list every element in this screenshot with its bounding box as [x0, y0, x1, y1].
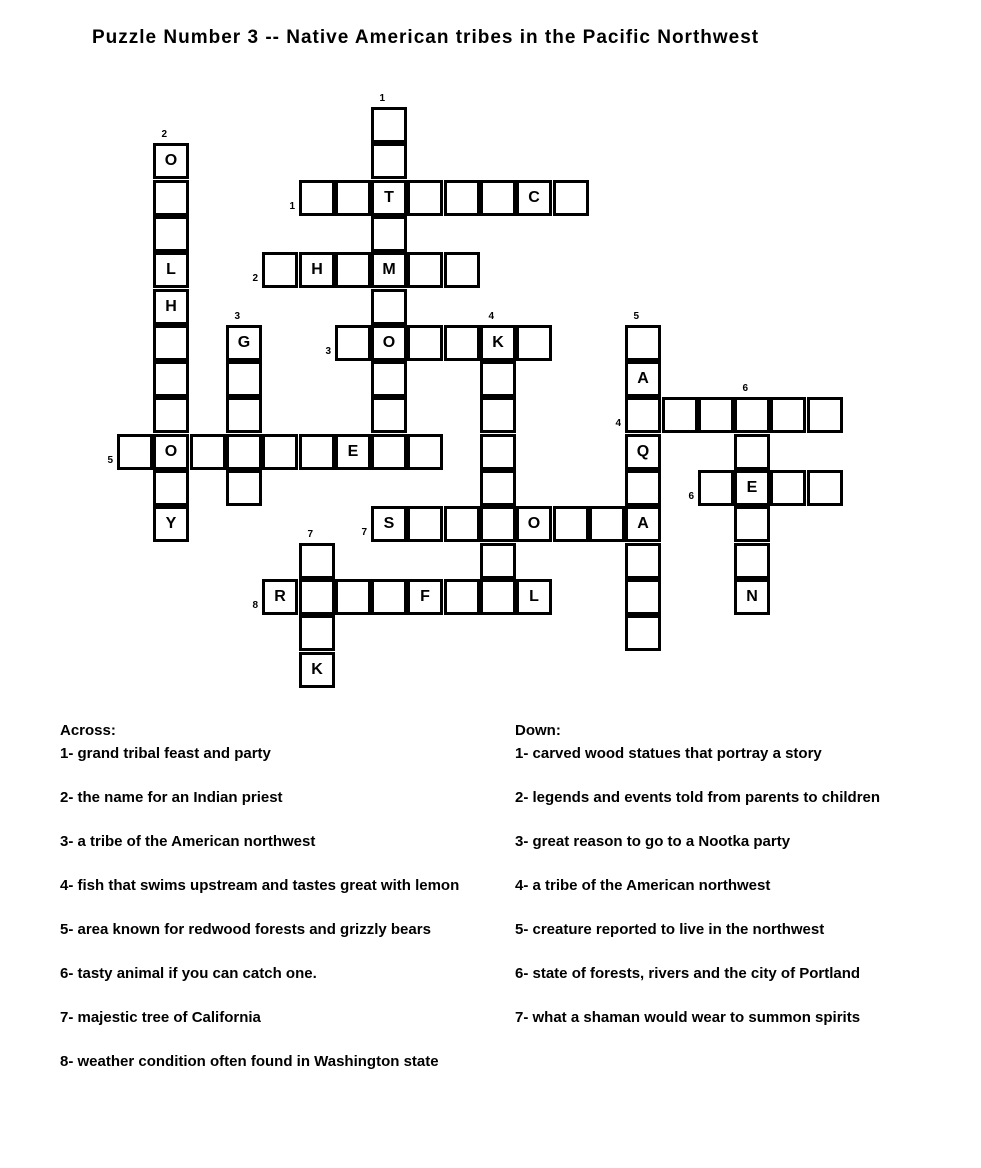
grid-cell-r6-c6[interactable] — [335, 325, 371, 361]
cell-letter: A — [637, 515, 649, 532]
across-number-8: 8 — [252, 600, 258, 611]
grid-cell-r2-c11[interactable] — [516, 180, 552, 216]
down-number-5: 5 — [633, 311, 639, 322]
down-number-3: 3 — [234, 311, 240, 322]
across-clue-2: 2- the name for an Indian priest — [60, 789, 283, 806]
across-clue-8: 8- weather condition often found in Washington state — [60, 1053, 439, 1070]
down-clue-4: 4- a tribe of the American northwest — [515, 877, 771, 894]
grid-cell-r11-c8[interactable] — [407, 506, 443, 542]
grid-cell-r6-c9[interactable] — [444, 325, 480, 361]
grid-cell-r6-c11[interactable] — [516, 325, 552, 361]
grid-cell-r15-c5[interactable] — [299, 652, 335, 688]
grid-cell-r9-c6[interactable] — [335, 434, 371, 470]
down-clue-6: 6- state of forests, rivers and the city of Portland — [515, 965, 861, 982]
cell-letter: K — [492, 334, 504, 351]
grid-cell-r2-c5[interactable] — [299, 180, 335, 216]
cell-letter: O — [164, 152, 178, 169]
cell-letter: K — [311, 661, 323, 678]
across-number-4: 4 — [615, 418, 621, 429]
down-clue-1: 1- carved wood statues that portray a story — [515, 745, 822, 762]
across-clue-4: 4- fish that swims upstream and tastes great with lemon — [60, 877, 460, 894]
grid-cell-r8-c7[interactable] — [371, 397, 407, 433]
cell-letter: T — [384, 189, 394, 206]
across-number-3: 3 — [325, 346, 331, 357]
down-clue-2: 2- legends and events told from parents to children — [515, 789, 881, 806]
grid-cell-r13-c17[interactable] — [734, 579, 770, 615]
across-clue-6: 6- tasty animal if you can catch one. — [60, 965, 317, 982]
cell-letter: Y — [165, 515, 177, 532]
grid-cell-r7-c3[interactable] — [226, 361, 262, 397]
grid-cell-r13-c14[interactable] — [625, 579, 661, 615]
across-clue-5: 5- area known for redwood forests and grizzly bears — [60, 921, 431, 938]
grid-cell-r4-c7[interactable] — [371, 252, 407, 288]
grid-cell-r8-c19[interactable] — [807, 397, 843, 433]
cell-letter: L — [529, 588, 539, 605]
grid-cell-r7-c10[interactable] — [480, 361, 516, 397]
cell-letter: A — [637, 370, 649, 387]
grid-cell-r11-c13[interactable] — [589, 506, 625, 542]
puzzle-title: Puzzle Number 3 -- Native American tribes in the Pacific Northwest — [92, 27, 760, 48]
grid-cell-r11-c12[interactable] — [553, 506, 589, 542]
cell-letter: H — [165, 298, 177, 315]
grid-cell-r6-c14[interactable] — [625, 325, 661, 361]
down-clue-7: 7- what a shaman would wear to summon spirits — [515, 1009, 861, 1026]
grid-cell-r2-c1[interactable] — [153, 180, 189, 216]
down-clue-3: 3- great reason to go to a Nootka party — [515, 833, 791, 850]
grid-cell-r6-c7[interactable] — [371, 325, 407, 361]
grid-cell-r9-c8[interactable] — [407, 434, 443, 470]
grid-cell-r4-c9[interactable] — [444, 252, 480, 288]
cell-letter: E — [746, 479, 758, 496]
across-clue-1: 1- grand tribal feast and party — [60, 745, 271, 762]
cell-letter: R — [274, 588, 286, 605]
grid-cell-r11-c1[interactable] — [153, 506, 189, 542]
across-number-6: 6 — [688, 491, 694, 502]
cell-letter: O — [527, 515, 541, 532]
grid-cell-r6-c3[interactable] — [226, 325, 262, 361]
grid-cell-r2-c9[interactable] — [444, 180, 480, 216]
grid-cell-r13-c8[interactable] — [407, 579, 443, 615]
grid-cell-r9-c3[interactable] — [226, 434, 262, 470]
grid-cell-r14-c14[interactable] — [625, 615, 661, 651]
across-number-2: 2 — [252, 273, 258, 284]
grid-cell-r13-c9[interactable] — [444, 579, 480, 615]
grid-cell-r11-c10[interactable] — [480, 506, 516, 542]
grid-cell-r11-c17[interactable] — [734, 506, 770, 542]
grid-cell-r9-c5[interactable] — [299, 434, 335, 470]
down-clue-5: 5- creature reported to live in the northwest — [515, 921, 825, 938]
grid-cell-r9-c0[interactable] — [117, 434, 153, 470]
grid-cell-r13-c10[interactable] — [480, 579, 516, 615]
cell-letter: O — [164, 443, 178, 460]
grid-cell-r8-c15[interactable] — [662, 397, 698, 433]
grid-cell-r7-c1[interactable] — [153, 361, 189, 397]
grid-cell-r2-c10[interactable] — [480, 180, 516, 216]
grid-cell-r12-c5[interactable] — [299, 543, 335, 579]
grid-cell-r4-c4[interactable] — [262, 252, 298, 288]
grid-cell-r5-c1[interactable] — [153, 289, 189, 325]
across-number-5: 5 — [107, 455, 113, 466]
grid-cell-r11-c11[interactable] — [516, 506, 552, 542]
down-number-7: 7 — [307, 529, 313, 540]
grid-cell-r4-c1[interactable] — [153, 252, 189, 288]
cell-letter: G — [237, 334, 251, 351]
grid-cell-r10-c3[interactable] — [226, 470, 262, 506]
down-clues — [515, 722, 935, 1053]
grid-cell-r9-c14[interactable] — [625, 434, 661, 470]
across-clues — [60, 722, 500, 1097]
grid-cell-r12-c17[interactable] — [734, 543, 770, 579]
grid-cell-r3-c7[interactable] — [371, 216, 407, 252]
across-clue-7: 7- majestic tree of California — [60, 1009, 261, 1026]
cell-letter: L — [166, 261, 176, 278]
cell-letter: C — [528, 189, 540, 206]
grid-cell-r13-c6[interactable] — [335, 579, 371, 615]
grid-cell-r10-c16[interactable] — [698, 470, 734, 506]
grid-cell-r1-c7[interactable] — [371, 143, 407, 179]
across-clue-3: 3- a tribe of the American northwest — [60, 833, 316, 850]
across-number-7: 7 — [361, 527, 367, 538]
grid-cell-r10-c19[interactable] — [807, 470, 843, 506]
grid-cell-r10-c10[interactable] — [480, 470, 516, 506]
grid-cell-r10-c14[interactable] — [625, 470, 661, 506]
down-number-1: 1 — [379, 93, 385, 104]
grid-cell-r10-c18[interactable] — [770, 470, 806, 506]
grid-cell-r8-c18[interactable] — [770, 397, 806, 433]
grid-cell-r8-c17[interactable] — [734, 397, 770, 433]
grid-cell-r7-c14[interactable] — [625, 361, 661, 397]
grid-cell-r9-c7[interactable] — [371, 434, 407, 470]
grid-cell-r1-c1[interactable] — [153, 143, 189, 179]
grid-cell-r12-c14[interactable] — [625, 543, 661, 579]
grid-cell-r11-c14[interactable] — [625, 506, 661, 542]
grid-cell-r13-c4[interactable] — [262, 579, 298, 615]
cell-letter: M — [382, 261, 396, 278]
cell-letter: S — [383, 515, 395, 532]
grid-cell-r6-c1[interactable] — [153, 325, 189, 361]
grid-cell-r0-c7[interactable] — [371, 107, 407, 143]
grid-cell-r8-c3[interactable] — [226, 397, 262, 433]
grid-cell-r5-c7[interactable] — [371, 289, 407, 325]
across-number-1: 1 — [289, 201, 295, 212]
grid-cell-r8-c1[interactable] — [153, 397, 189, 433]
grid-cell-r6-c10[interactable] — [480, 325, 516, 361]
down-number-2: 2 — [161, 129, 167, 140]
cell-letter: F — [420, 588, 430, 605]
grid-cell-r14-c5[interactable] — [299, 615, 335, 651]
grid-cell-r8-c14[interactable] — [625, 397, 661, 433]
cell-letter: O — [382, 334, 396, 351]
grid-cell-r10-c1[interactable] — [153, 470, 189, 506]
grid-cell-r9-c1[interactable] — [153, 434, 189, 470]
cell-letter: Q — [636, 443, 650, 460]
grid-cell-r12-c10[interactable] — [480, 543, 516, 579]
grid-cell-r7-c7[interactable] — [371, 361, 407, 397]
across-heading: Across: — [60, 722, 116, 739]
grid-cell-r13-c7[interactable] — [371, 579, 407, 615]
grid-cell-r10-c17[interactable] — [734, 470, 770, 506]
cell-letter: N — [746, 588, 758, 605]
grid-cell-r9-c10[interactable] — [480, 434, 516, 470]
grid-cell-r9-c4[interactable] — [262, 434, 298, 470]
grid-cell-r11-c9[interactable] — [444, 506, 480, 542]
grid-cell-r4-c8[interactable] — [407, 252, 443, 288]
cell-letter: E — [347, 443, 359, 460]
grid-cell-r2-c8[interactable] — [407, 180, 443, 216]
grid-cell-r13-c5[interactable] — [299, 579, 335, 615]
grid-cell-r11-c7[interactable] — [371, 506, 407, 542]
grid-cell-r2-c12[interactable] — [553, 180, 589, 216]
cell-letter: H — [311, 261, 323, 278]
grid-cell-r8-c16[interactable] — [698, 397, 734, 433]
grid-cell-r3-c1[interactable] — [153, 216, 189, 252]
grid-cell-r9-c17[interactable] — [734, 434, 770, 470]
down-number-4: 4 — [488, 311, 494, 322]
grid-cell-r9-c2[interactable] — [190, 434, 226, 470]
grid-cell-r4-c5[interactable] — [299, 252, 335, 288]
grid-cell-r2-c7[interactable] — [371, 180, 407, 216]
grid-cell-r13-c11[interactable] — [516, 579, 552, 615]
grid-cell-r2-c6[interactable] — [335, 180, 371, 216]
grid-cell-r4-c6[interactable] — [335, 252, 371, 288]
grid-cell-r8-c10[interactable] — [480, 397, 516, 433]
grid-cell-r6-c8[interactable] — [407, 325, 443, 361]
down-heading: Down: — [515, 722, 561, 739]
down-number-6: 6 — [742, 383, 748, 394]
